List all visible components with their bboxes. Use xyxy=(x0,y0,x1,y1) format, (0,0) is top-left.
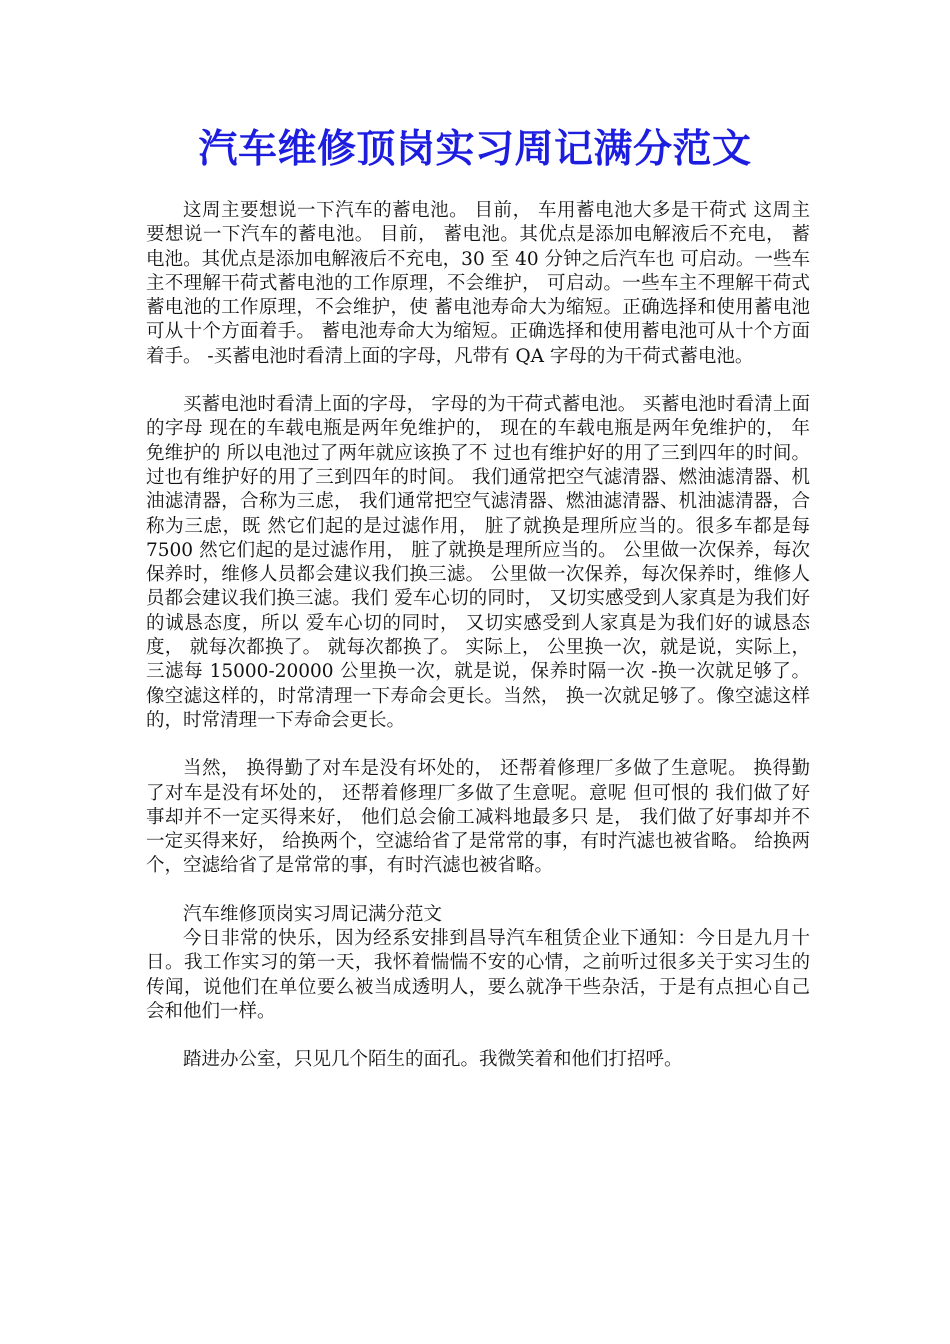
document-body xyxy=(146,199,810,1073)
paragraph-spacer xyxy=(146,733,810,757)
document-title: 汽车维修顶岗实习周记满分范文 xyxy=(198,126,752,172)
paragraph-filters: 买蓄电池时看清上面的字母， 字母的为干荷式蓄电池。 买蓄电池时看清上面的字母 现在的车载电瓶是两年免维护的， 现在的车载电瓶是两年免维护的， 年免维护的 所以电池过了两年就应该换了不 过也有维护好的用了三到四年的时间。 过也有维护好的用了三到四年的时间。 我们通常把空气滤清器、燃油滤清器、机油滤清器，合称为三虑， 我们通常把空气滤清器、燃油滤清器、机油滤清器，合称为三虑，既 然它们起的是过滤作用， 脏了就换是理所应当的。很多车都是每 7500 然它们起的是过滤作用， 脏了就换是理所应当的。 公里做一次保养，每次保养时，维修人员都会建议我们换三滤。 公里做一次保养，每次保养时，维修人员都会建议我们换三滤。我们 爱车心切的同时， 又切实感受到人家真是为我们好的诚恳态度，所以 爱车心切的同时， 又切实感受到人家真是为我们好的诚恳态度， 就每次都换了。 就每次都换了。 实际上， 公里换一次，就是说，实际上，三滤每 15000-20000 公里换一次，就是说，保养时隔一次 -换一次就足够了。像空滤这样的，时常清理一下寿命会更长。当然， 换一次就足够了。像空滤这样的，时常清理一下寿命会更长。 xyxy=(146,394,810,731)
section-subheading: 汽车维修顶岗实习周记满分范文 xyxy=(183,903,443,925)
paragraph-spacer xyxy=(146,879,810,903)
paragraph-spacer xyxy=(146,1024,810,1048)
paragraph-battery: 这周主要想说一下汽车的蓄电池。 目前， 车用蓄电池大多是干荷式 这周主要想说一下汽车的蓄电池。 目前， 蓄电池。其优点是添加电解液后不充电， 蓄电池。其优点是添加电解液后不充电，30 至 40 分钟之后汽车也 可启动。一些车主不理解干荷式蓄电池的工作原理，不会维护， 可启动。一些车主不理解干荷式蓄电池的工作原理，不会维护，使 蓄电池寿命大为缩短。正确选择和使用蓄电池可从十个方面着手。 蓄电池寿命大为缩短。正确选择和使用蓄电池可从十个方面着手。 -买蓄电池时看清上面的字母，凡带有 QA 字母的为干荷式蓄电池。 xyxy=(146,200,810,367)
paragraph-spacer xyxy=(146,369,810,393)
paragraph-office: 踏进办公室，只见几个陌生的面孔。我微笑着和他们打招呼。 xyxy=(183,1049,683,1071)
paragraph-first-day: 今日非常的快乐，因为经系安排到昌导汽车租赁企业下通知：今日是九月十日。我工作实习的第一天，我怀着惴惴不安的心情，之前听过很多关于实习生的传闻，说他们在单位要么被当成透明人，要么就净干些杂活，于是有点担心自己会和他们一样。 xyxy=(146,928,810,1022)
paragraph-repair-shop: 当然， 换得勤了对车是没有坏处的， 还帮着修理厂多做了生意呢。 换得勤了对车是没有坏处的， 还帮着修理厂多做了生意呢。意呢 但可恨的 我们做了好事却并不一定买得来好， 他们总会偷工减料地最多只 是， 我们做了好事却并不一定买得来好， 给换两个，空滤给省了是常常的事，有时汽滤也被省略。 给换两个，空滤给省了是常常的事，有时汽滤也被省略。 xyxy=(146,758,810,877)
